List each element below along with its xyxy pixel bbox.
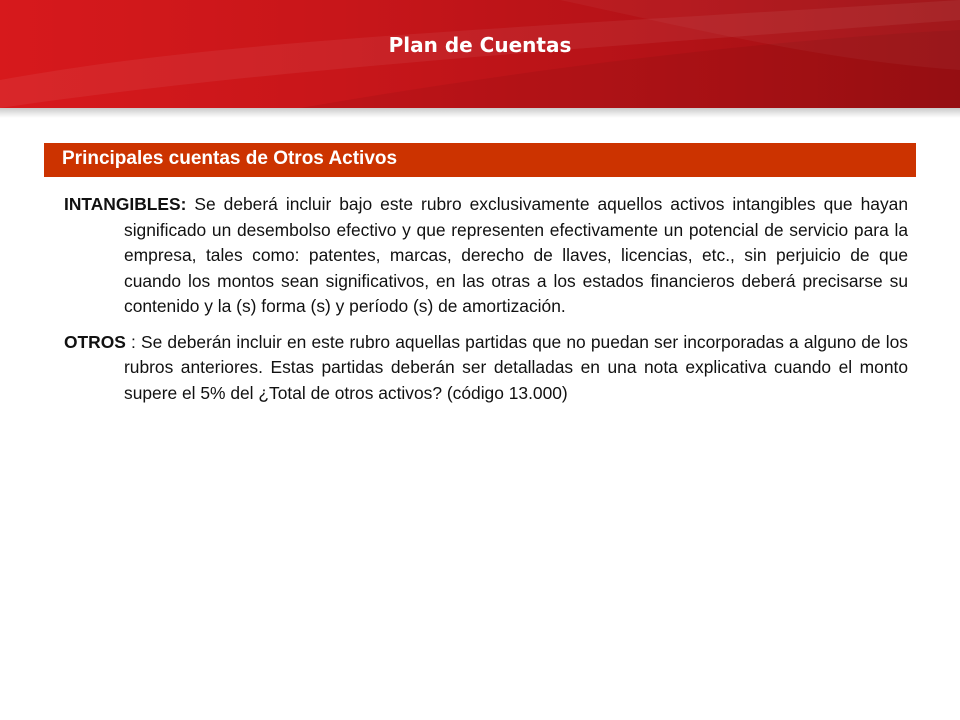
bullet-list	[30, 192, 908, 416]
bullet-text	[64, 194, 908, 316]
slide-title: Plan de Cuentas	[388, 33, 572, 57]
bullet-description: Se deberá incluir bajo este rubro exclusivamente aquellos activos intangibles que hayan significado un desembolso efectivo y que representen efectivamente un potencial de servicio para la empresa, tales como: patentes, marcas, derecho de llaves, licencias, etc., sin perjuicio de que cuando los montos sean significativos, en las otras a los estados financieros deberá precisarse su contenido y la (s) forma (s) y período (s) de amortización.	[124, 194, 908, 316]
bullet-text	[64, 332, 908, 403]
bullet-item-otros	[30, 330, 908, 407]
bullet-description: : Se deberán incluir en este rubro aquellas partidas que no puedan ser incorporadas a alguno de los rubros anteriores. Estas partidas deberán ser detalladas en una nota explicativa cuando el monto supere el 5% del ¿Total de otros activos? (código 13.000)	[124, 331, 908, 403]
bullet-term: OTROS	[64, 331, 126, 352]
section-bar	[44, 143, 916, 177]
bullet-term: INTANGIBLES:	[64, 194, 187, 214]
section-title: Principales cuentas de Otros Activos	[62, 148, 398, 169]
bullet-item-intangibles	[30, 192, 908, 320]
header-shadow	[0, 108, 960, 118]
